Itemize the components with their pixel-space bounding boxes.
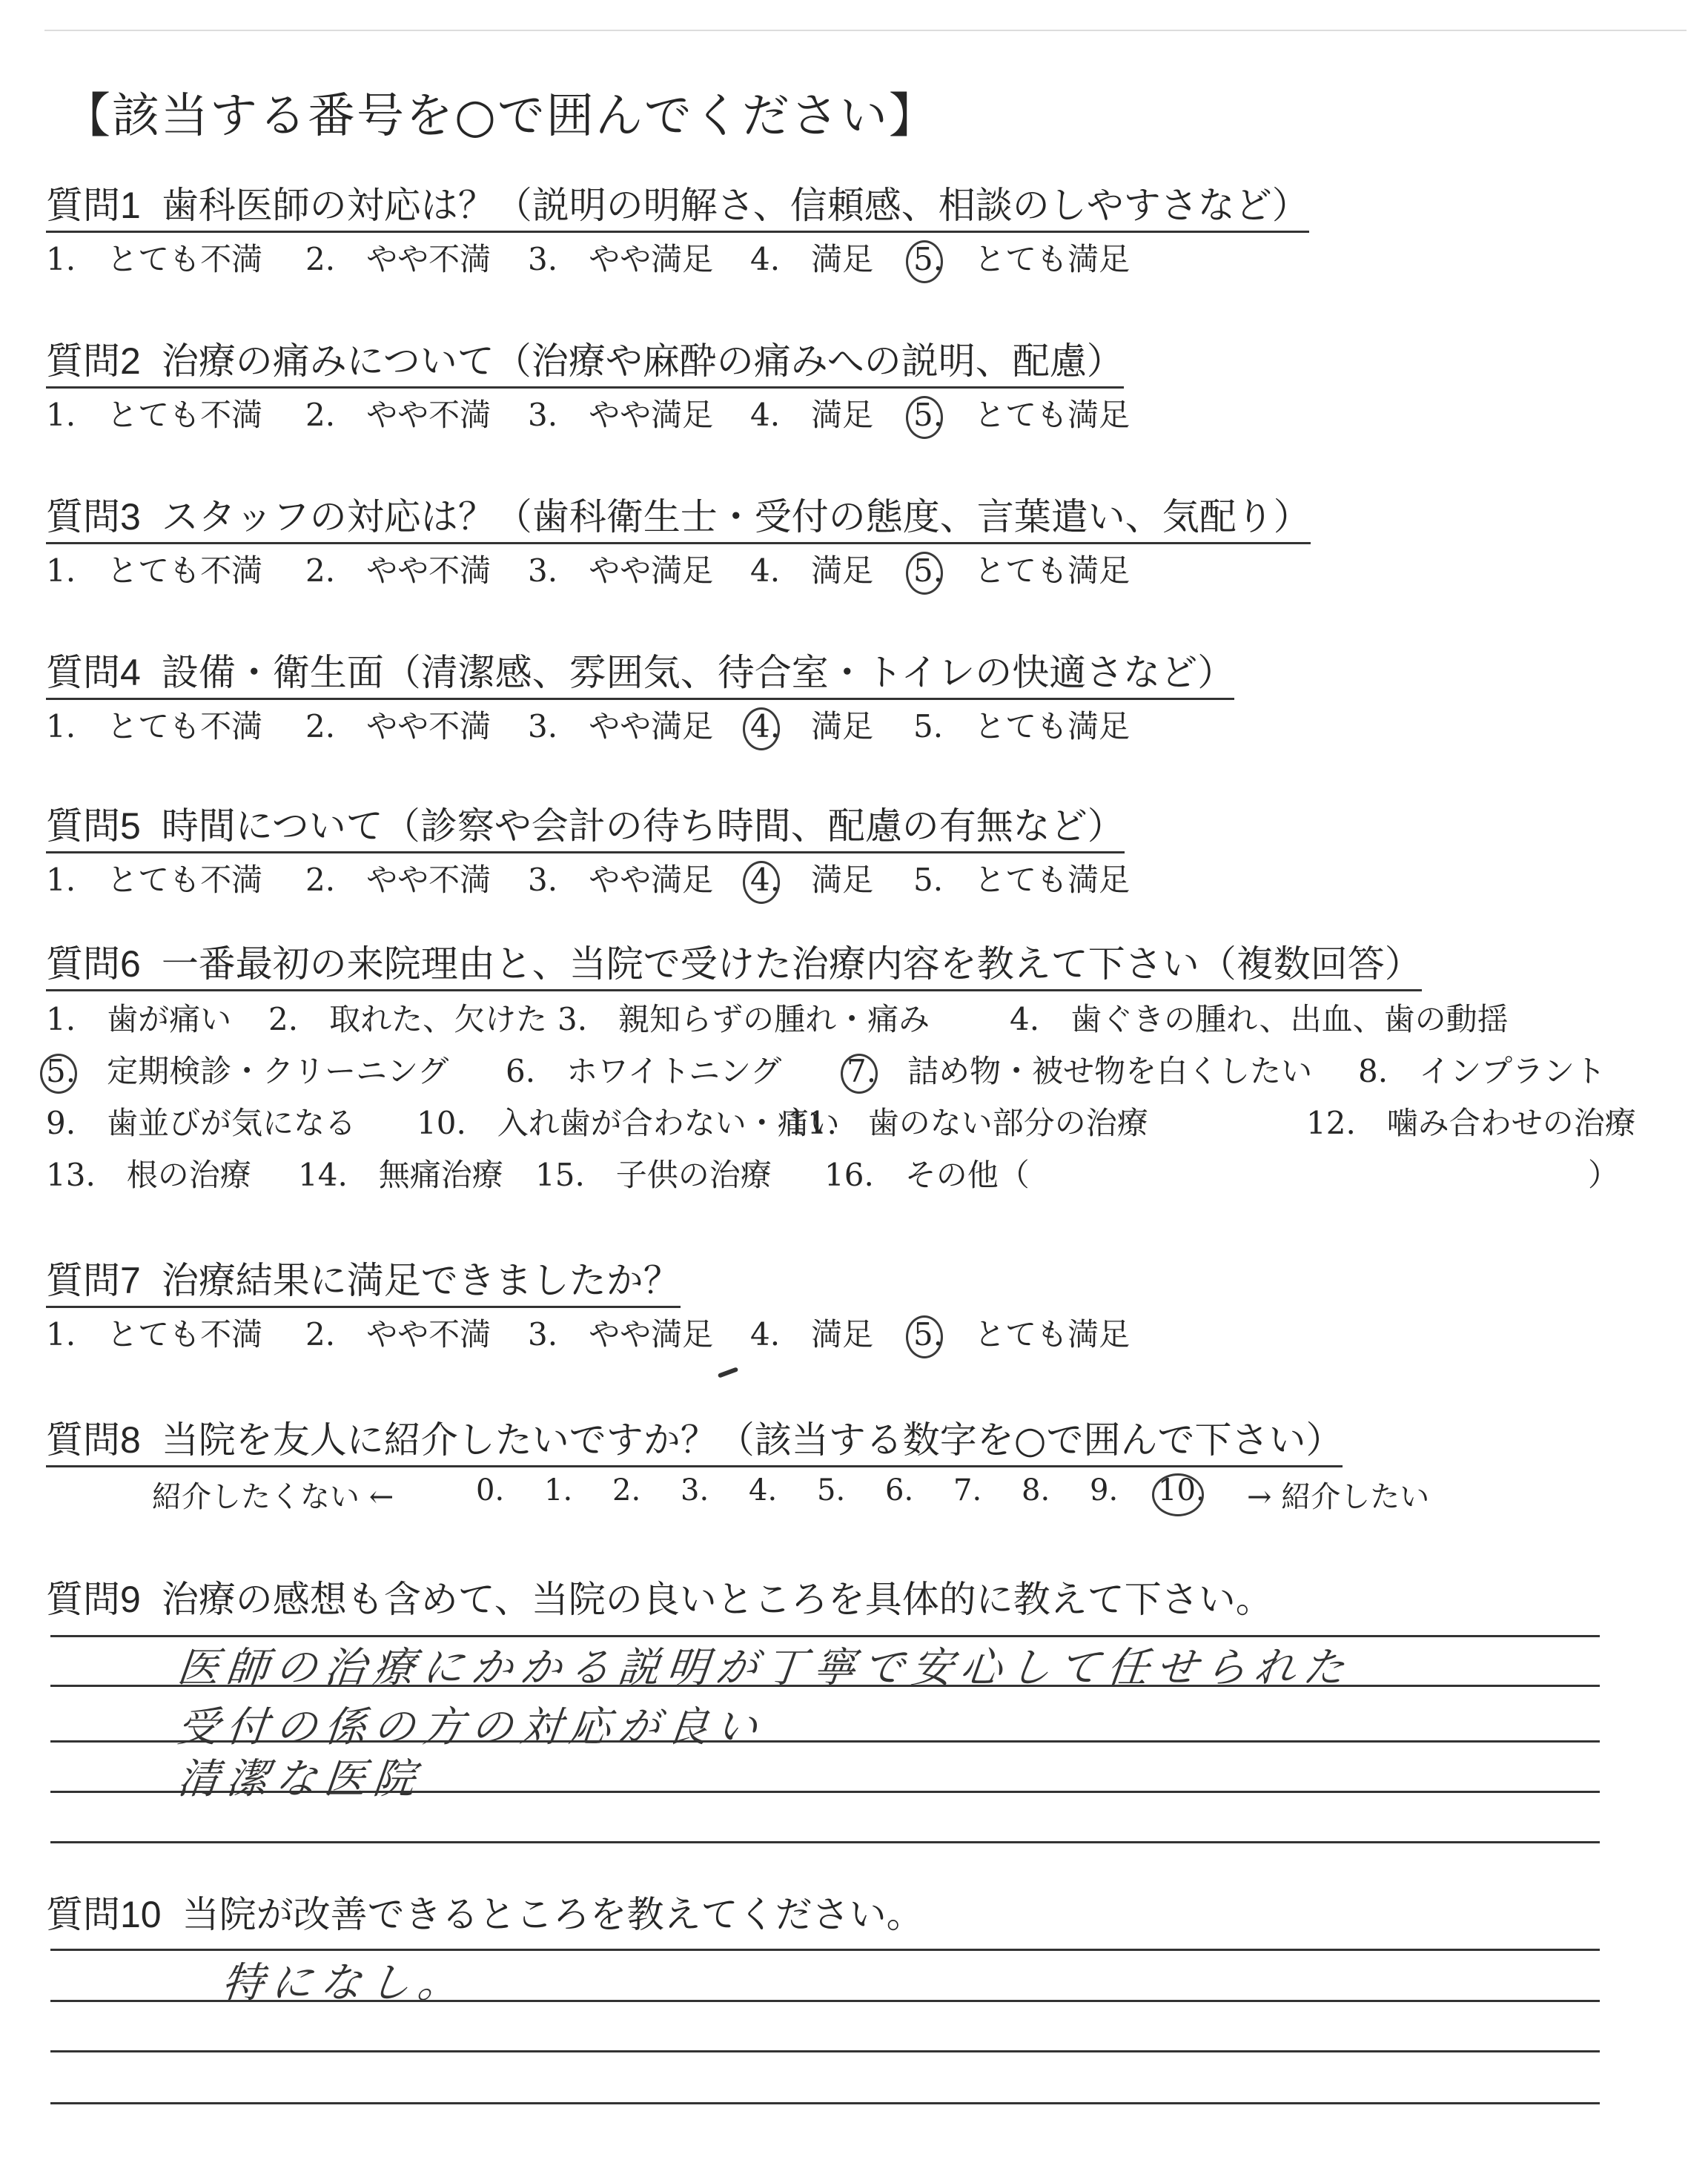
question-3 [46, 493, 1311, 592]
option-4[interactable]: 4. 満足 [750, 552, 874, 589]
question-number: 質問8 [46, 1419, 141, 1461]
option-2[interactable]: 2. やや不満 [305, 1316, 491, 1353]
question-number: 質問4 [46, 652, 141, 693]
question-2-options [46, 394, 1131, 436]
question-9-heading [46, 1576, 1273, 1625]
option-5[interactable]: 5. とても満足 [913, 552, 1131, 589]
option-16[interactable]: 16. その他（ [824, 1157, 1030, 1193]
question-text: 当院が改善できるところを教えてください。 [182, 1893, 924, 1936]
option-2[interactable]: 2. やや不満 [305, 397, 491, 433]
handwritten-answer: 特になし。 [219, 1959, 469, 2007]
option-5[interactable]: 5. とても満足 [913, 397, 1131, 433]
question-7-options [46, 1314, 1131, 1355]
question-6-heading [46, 940, 1422, 991]
option-3[interactable]: 3. やや満足 [528, 552, 714, 589]
option-9[interactable]: 9. 歯並びが気になる [46, 1105, 357, 1141]
question-2-heading [46, 337, 1124, 389]
option-5[interactable]: 5. とても満足 [913, 708, 1131, 744]
question-text: スタッフの対応は？（歯科衛生士・受付の態度、言葉遣い、気配り） [161, 495, 1311, 538]
question-number: 質問3 [46, 496, 141, 538]
option-3[interactable]: 3. やや満足 [528, 397, 714, 433]
question-text: 治療結果に満足できましたか？ [161, 1259, 681, 1302]
scale-left-label: 紹介したくない ← [152, 1480, 394, 1514]
question-1 [46, 182, 1309, 280]
option-10[interactable]: 10. 入れ歯が合わない・痛い [417, 1105, 840, 1141]
option-5[interactable]: 5. とても満足 [913, 862, 1131, 898]
question-number: 質問1 [46, 185, 141, 226]
question-number: 質問6 [46, 943, 141, 985]
scale-value-0[interactable]: 0. [476, 1473, 505, 1507]
question-6 [46, 940, 1636, 1206]
question-text: 設備・衛生面（清潔感、雰囲気、待合室・トイレの快適さなど） [161, 651, 1235, 694]
question-3-heading [46, 493, 1311, 544]
option-4[interactable]: 4. 歯ぐきの腫れ、出血、歯の動揺 [1010, 1001, 1509, 1037]
option-8[interactable]: 8. インプラント [1358, 1053, 1606, 1089]
option-1[interactable]: 1. とても不満 [46, 1316, 263, 1353]
question-text: 時間について（診察や会計の待ち時間、配慮の有無など） [161, 805, 1125, 848]
option-15[interactable]: 15. 子供の治療 [535, 1157, 772, 1193]
scale-value-1[interactable]: 1. [544, 1473, 573, 1507]
question-6-options [46, 999, 1636, 1206]
question-4-options [46, 706, 1234, 747]
option-3[interactable]: 3. やや満足 [528, 241, 714, 277]
scale-right-label: → 紹介したい [1247, 1480, 1430, 1514]
answer-line [50, 2050, 1600, 2052]
option-6[interactable]: 6. ホワイトニング [506, 1053, 782, 1089]
scale-value-9[interactable]: 9. [1090, 1473, 1119, 1507]
question-1-options [46, 239, 1309, 280]
option-5[interactable]: 5. とても満足 [913, 241, 1131, 277]
scale-value-7[interactable]: 7. [953, 1473, 982, 1507]
option-1[interactable]: 1. とても不満 [46, 862, 263, 898]
option-5[interactable]: 5. 定期検診・クリーニング [46, 1053, 449, 1089]
question-9 [46, 1576, 1273, 1625]
question-2 [46, 337, 1131, 436]
scale-value-8[interactable]: 8. [1022, 1473, 1050, 1507]
option-2[interactable]: 2. やや不満 [305, 552, 491, 589]
option-11[interactable]: 11. 歯のない部分の治療 [787, 1105, 1148, 1141]
question-text: 治療の感想も含めて、当院の良いところを具体的に教えて下さい。 [161, 1578, 1273, 1621]
question-1-heading [46, 182, 1309, 233]
option-3[interactable]: 3. やや満足 [528, 708, 714, 744]
handwritten-answer: 医師の治療にかかる説明が丁寧で安心して任せられた [175, 1644, 1354, 1692]
option-4[interactable]: 4. 満足 [750, 241, 874, 277]
option-1[interactable]: 1. とても不満 [46, 552, 263, 589]
question-5-options [46, 859, 1131, 901]
option-2[interactable]: 2. やや不満 [305, 862, 491, 898]
option-3[interactable]: 3. やや満足 [528, 862, 714, 898]
question-7 [46, 1257, 1131, 1355]
option-1[interactable]: 1. とても不満 [46, 397, 263, 433]
question-5 [46, 802, 1131, 901]
option-2[interactable]: 2. やや不満 [305, 241, 491, 277]
option-3[interactable]: 3. やや満足 [528, 1316, 714, 1353]
question-number: 質問2 [46, 340, 141, 382]
scale-value-6[interactable]: 6. [885, 1473, 914, 1507]
option-row [46, 1103, 1636, 1155]
handwritten-answer: 清潔な医院 [175, 1755, 425, 1803]
option-2[interactable]: 2. やや不満 [305, 708, 491, 744]
top-border-line [44, 30, 1687, 31]
option-13[interactable]: 13. 根の治療 [46, 1157, 251, 1193]
question-8-heading [46, 1416, 1343, 1467]
answer-line [50, 1841, 1600, 1843]
question-10 [46, 1891, 924, 1940]
scale-value-4[interactable]: 4. [749, 1473, 778, 1507]
scale-value-3[interactable]: 3. [681, 1473, 709, 1507]
option-4[interactable]: 4. 満足 [750, 1316, 874, 1353]
scale-value-5[interactable]: 5. [817, 1473, 846, 1507]
question-8-scale [46, 1473, 1430, 1515]
question-4-heading [46, 649, 1234, 700]
option-row [46, 1155, 1620, 1206]
option-14[interactable]: 14. 無痛治療 [298, 1157, 503, 1193]
question-number: 質問9 [46, 1579, 141, 1620]
option-2[interactable]: 2. 取れた、欠けた [268, 1001, 548, 1037]
option-4[interactable]: 4. 満足 [750, 708, 874, 744]
question-5-heading [46, 802, 1125, 853]
answer-line [50, 2102, 1600, 2104]
question-text: 当院を友人に紹介したいですか？（該当する数字を○で囲んで下さい） [161, 1418, 1343, 1462]
question-number: 質問7 [46, 1260, 141, 1301]
question-text: 一番最初の来院理由と、当院で受けた治療内容を教えて下さい（複数回答） [161, 942, 1422, 985]
question-text: 歯科医師の対応は？（説明の明解さ、信頼感、相談のしやすさなど） [161, 184, 1309, 227]
option-7[interactable]: 7. 詰め物・被せ物を白くしたい [847, 1053, 1313, 1089]
handwritten-answer: 受付の係の方の対応が良い [175, 1703, 767, 1751]
question-8 [46, 1416, 1430, 1515]
option-4[interactable]: 4. 満足 [750, 862, 874, 898]
option-3[interactable]: 3. 親知らずの腫れ・痛み [557, 1001, 930, 1037]
page-title: 【該当する番号を○で囲んでください】 [63, 89, 938, 144]
question-number: 質問5 [46, 805, 141, 847]
option-1[interactable]: 1. とても不満 [46, 708, 263, 744]
scale-value-10[interactable]: 10. [1158, 1473, 1205, 1507]
option-row [46, 1051, 1606, 1103]
pen-stroke-mark [718, 1367, 738, 1378]
question-10-heading [46, 1891, 924, 1940]
question-4 [46, 649, 1234, 747]
option-5[interactable]: 5. とても満足 [913, 1316, 1131, 1353]
question-3-options [46, 550, 1311, 592]
question-number: 質問10 [46, 1894, 162, 1935]
option-1[interactable]: 1. とても不満 [46, 241, 263, 277]
option-row [46, 999, 1509, 1051]
other-close-paren: ） [1588, 1157, 1620, 1193]
question-7-heading [46, 1257, 681, 1308]
option-12[interactable]: 12. 噛み合わせの治療 [1306, 1105, 1636, 1141]
question-text: 治療の痛みについて（治療や麻酔の痛みへの説明、配慮） [161, 340, 1124, 383]
option-1[interactable]: 1. 歯が痛い [46, 1001, 232, 1037]
option-4[interactable]: 4. 満足 [750, 397, 874, 433]
scale-value-2[interactable]: 2. [612, 1473, 641, 1507]
